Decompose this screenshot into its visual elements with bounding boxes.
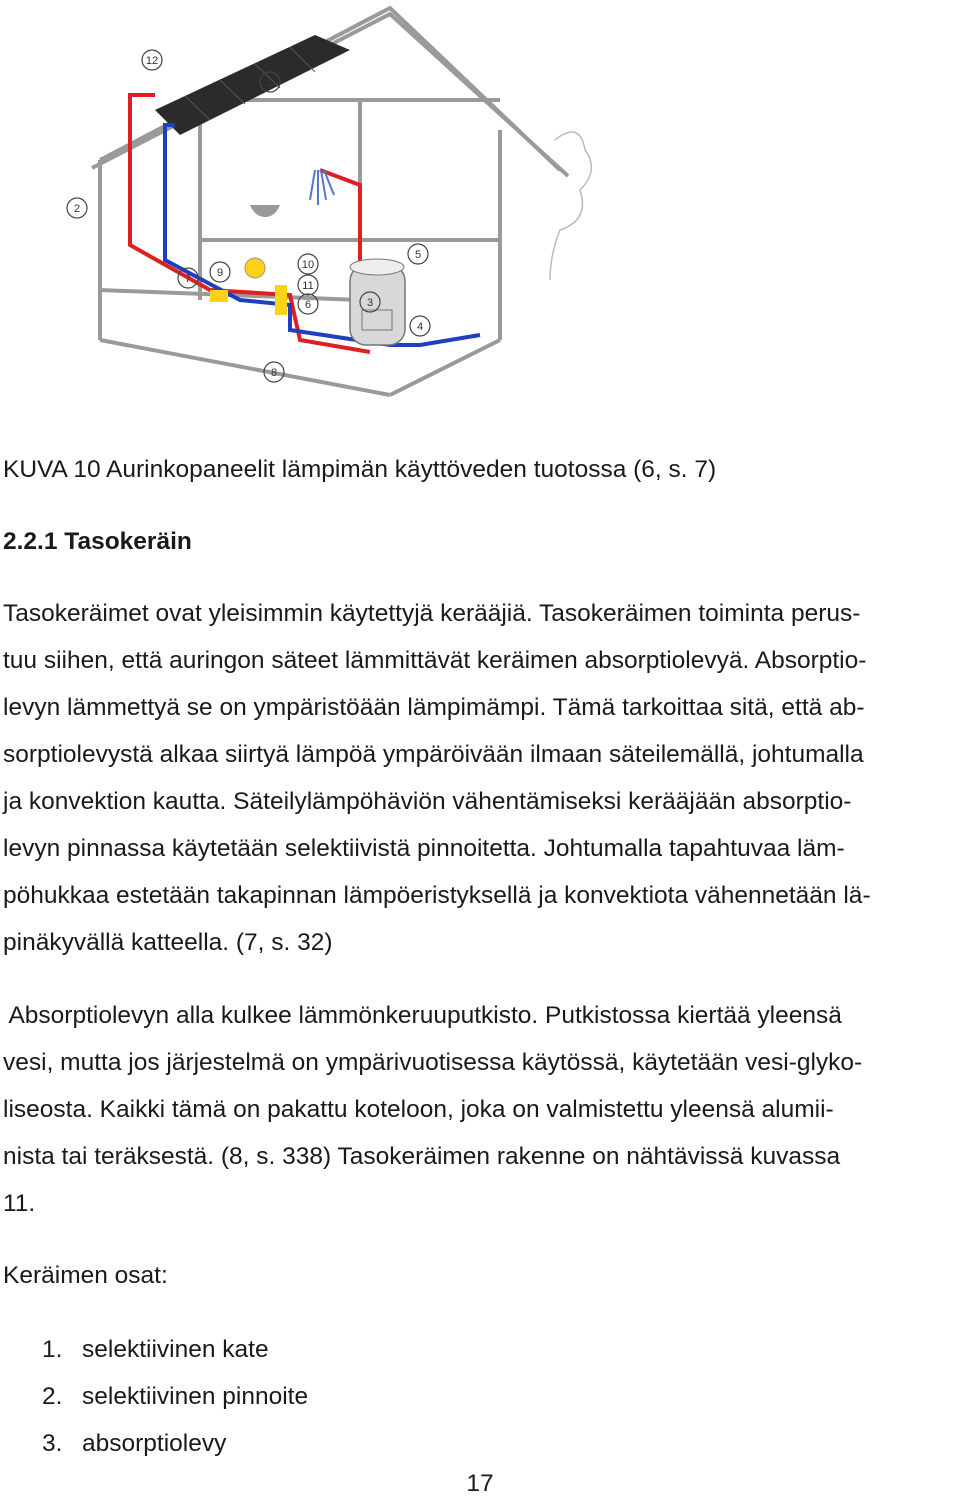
list-item bbox=[42, 1373, 308, 1420]
cold-pipe bbox=[165, 125, 480, 345]
paragraph-2-line: Absorptiolevyn alla kulkee lämmönkeruuputkisto. Putkistossa kiertää yleensä bbox=[3, 1002, 842, 1029]
paragraph-1-line: sorptiolevystä alkaa siirtyä lämpöä ympäröivään ilmaan säteilemällä, johtumalla bbox=[3, 741, 864, 768]
list-item-number: 1. bbox=[42, 1336, 63, 1363]
callout-9: 9 bbox=[216, 267, 224, 279]
tree-sketch bbox=[550, 132, 591, 280]
pump-unit bbox=[275, 285, 287, 315]
paragraph-1-line: tuu siihen, että auringon säteet lämmittävät keräimen absorptiolevyä. Absorptio- bbox=[3, 647, 867, 674]
callout-4: 4 bbox=[416, 321, 424, 333]
list-item-label: absorptiolevy bbox=[82, 1430, 227, 1457]
callout-1: 1 bbox=[266, 77, 274, 89]
figure-caption: KUVA 10 Aurinkopaneelit lämpimän käyttöveden tuotossa (6, s. 7) bbox=[3, 456, 717, 483]
paragraph-1-line: levyn pinnassa käytetään selektiivistä pinnoitetta. Johtumalla tapahtuvaa läm- bbox=[3, 835, 845, 862]
list-item-label: selektiivinen kate bbox=[82, 1336, 269, 1363]
solar-panel bbox=[155, 35, 350, 135]
paragraph-1-line: Tasokeräimet ovat yleisimmin käytettyjä kerääjiä. Tasokeräimen toiminta perus- bbox=[3, 600, 861, 627]
paragraph-2-line: 11. bbox=[3, 1190, 36, 1217]
paragraph-1 bbox=[3, 590, 871, 966]
paragraph-1-line: ja konvektion kautta. Säteilylämpöhäviön vähentämiseksi kerääjään absorptio- bbox=[3, 788, 852, 815]
callout-11: 11 bbox=[302, 280, 314, 292]
parts-title: Keräimen osat: bbox=[3, 1262, 168, 1289]
list-item-number: 3. bbox=[42, 1430, 63, 1457]
callout-12: 12 bbox=[145, 55, 159, 67]
callout-7: 7 bbox=[184, 273, 192, 285]
expansion-vessel bbox=[245, 258, 265, 278]
callout-5: 5 bbox=[414, 249, 422, 261]
sink bbox=[250, 205, 280, 217]
paragraph-2-line: nista tai teräksestä. (8, s. 338) Tasokeräimen rakenne on nähtävissä kuvassa bbox=[3, 1143, 841, 1170]
storage-tank bbox=[350, 259, 405, 345]
paragraph-1-line: levyn lämmettyä se on ympäristöään lämpimämpi. Tämä tarkoittaa sitä, että ab- bbox=[3, 694, 865, 721]
callout-8: 8 bbox=[270, 367, 278, 379]
callout-10: 10 bbox=[301, 259, 315, 271]
paragraph-2-line: liseosta. Kaikki tämä on pakattu koteloon, joka on valmistettu yleensä alumii- bbox=[3, 1096, 834, 1123]
callout-3: 3 bbox=[366, 297, 374, 309]
list-item-label: selektiivinen pinnoite bbox=[82, 1383, 309, 1410]
callout-6: 6 bbox=[304, 299, 312, 311]
section-heading: 2.2.1 Tasokeräin bbox=[3, 528, 192, 555]
paragraph-2 bbox=[3, 992, 862, 1227]
callout-2: 2 bbox=[73, 203, 81, 215]
paragraph-2-line: vesi, mutta jos järjestelmä on ympärivuotisessa käytössä, käytetään vesi-glyko- bbox=[3, 1049, 863, 1076]
solar-water-heating-figure bbox=[60, 0, 600, 400]
list-item-number: 2. bbox=[42, 1383, 63, 1410]
paragraph-1-line: pinäkyvällä katteella. (7, s. 32) bbox=[3, 929, 333, 956]
controller-box bbox=[210, 290, 228, 302]
parts-list bbox=[42, 1326, 308, 1467]
page-number: 17 bbox=[466, 1470, 494, 1497]
paragraph-1-line: pöhukkaa estetään takapinnan lämpöeristyksellä ja konvektiota vähennetään lä- bbox=[3, 882, 871, 909]
list-item bbox=[42, 1326, 308, 1373]
